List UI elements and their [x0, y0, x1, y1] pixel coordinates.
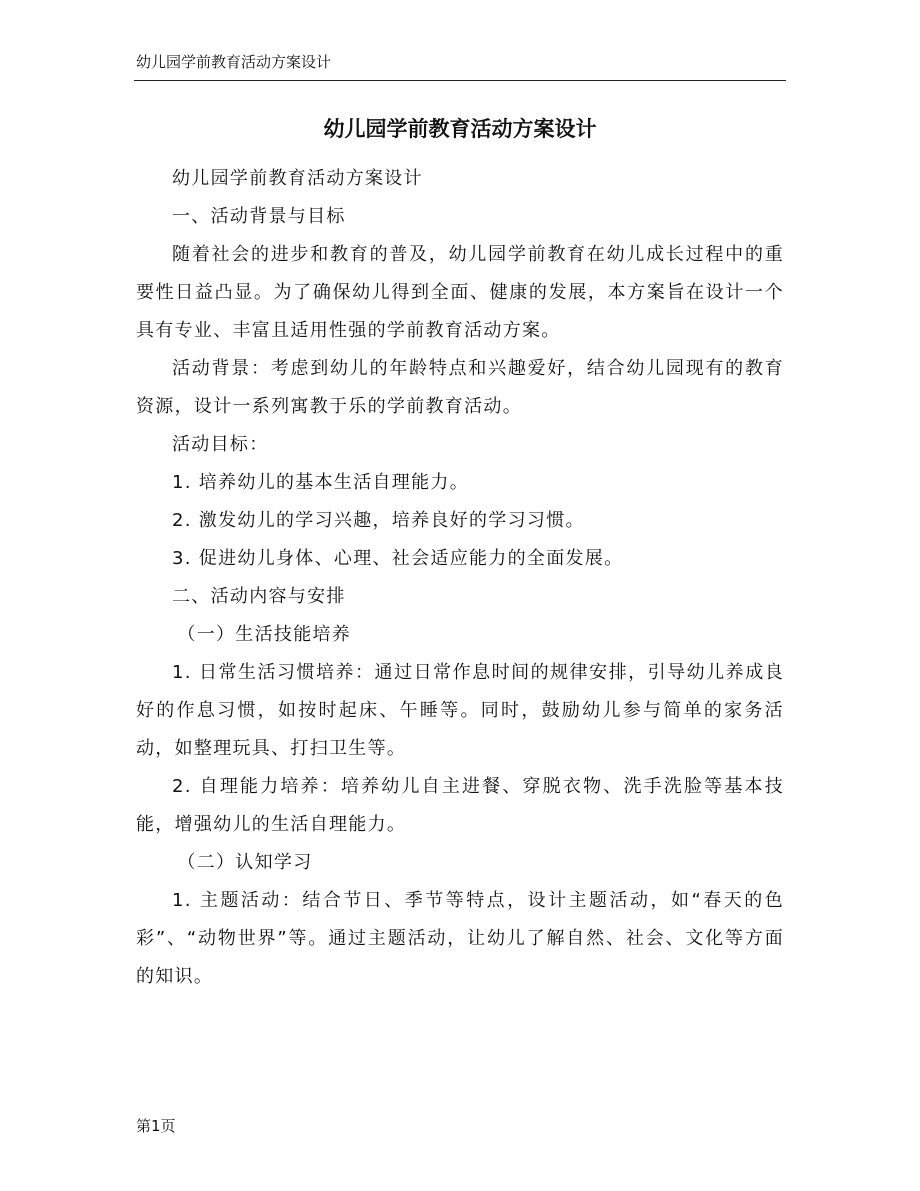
paragraph-subtitle: 幼儿园学前教育活动方案设计 — [172, 168, 423, 189]
list-item-goal-1: 1. 培养幼儿的基本生活自理能力。 — [172, 472, 469, 493]
list-item-self-care: 2. 自理能力培养：培养幼儿自主进餐、穿脱衣物、洗手洗脸等基本技能，增强幼儿的生活自理能力。 — [136, 776, 784, 835]
page-number: 第1页 — [136, 1117, 176, 1135]
list-item-daily-habits: 1. 日常生活习惯培养：通过日常作息时间的规律安排，引导幼儿养成良好的作息习惯，如按时起床、午睡等。同时，鼓励幼儿参与简单的家务活动，如整理玩具、打扫卫生等。 — [136, 662, 784, 759]
list-item-goal-3: 3. 促进幼儿身体、心理、社会适应能力的全面发展。 — [172, 548, 624, 569]
section-heading-background: 一、活动背景与目标 — [172, 206, 346, 227]
document-title: 幼儿园学前教育活动方案设计 — [323, 117, 597, 141]
subsection-heading-cognitive: （二）认知学习 — [177, 852, 313, 873]
section-heading-content: 二、活动内容与安排 — [172, 586, 346, 607]
running-header-title: 幼儿园学前教育活动方案设计 — [136, 53, 332, 71]
list-item-theme-activities: 1. 主题活动：结合节日、季节等特点，设计主题活动，如“春天的色彩”、“动物世界”等。通过主题活动，让幼儿了解自然、社会、文化等方面的知识。 — [136, 890, 784, 987]
list-item-goal-2: 2. 激发幼儿的学习兴趣，培养良好的学习习惯。 — [172, 510, 585, 531]
paragraph-intro: 随着社会的进步和教育的普及，幼儿园学前教育在幼儿成长过程中的重要性日益凸显。为了确保幼儿得到全面、健康的发展，本方案旨在设计一个具有专业、丰富且适用性强的学前教育活动方案。 — [136, 244, 784, 341]
document-body — [136, 160, 784, 996]
paragraph-goals-label: 活动目标： — [172, 434, 269, 455]
header-divider — [134, 80, 786, 81]
subsection-heading-life-skills: （一）生活技能培养 — [177, 624, 352, 645]
paragraph-background: 活动背景：考虑到幼儿的年龄特点和兴趣爱好，结合幼儿园现有的教育资源，设计一系列寓教于乐的学前教育活动。 — [136, 358, 784, 417]
